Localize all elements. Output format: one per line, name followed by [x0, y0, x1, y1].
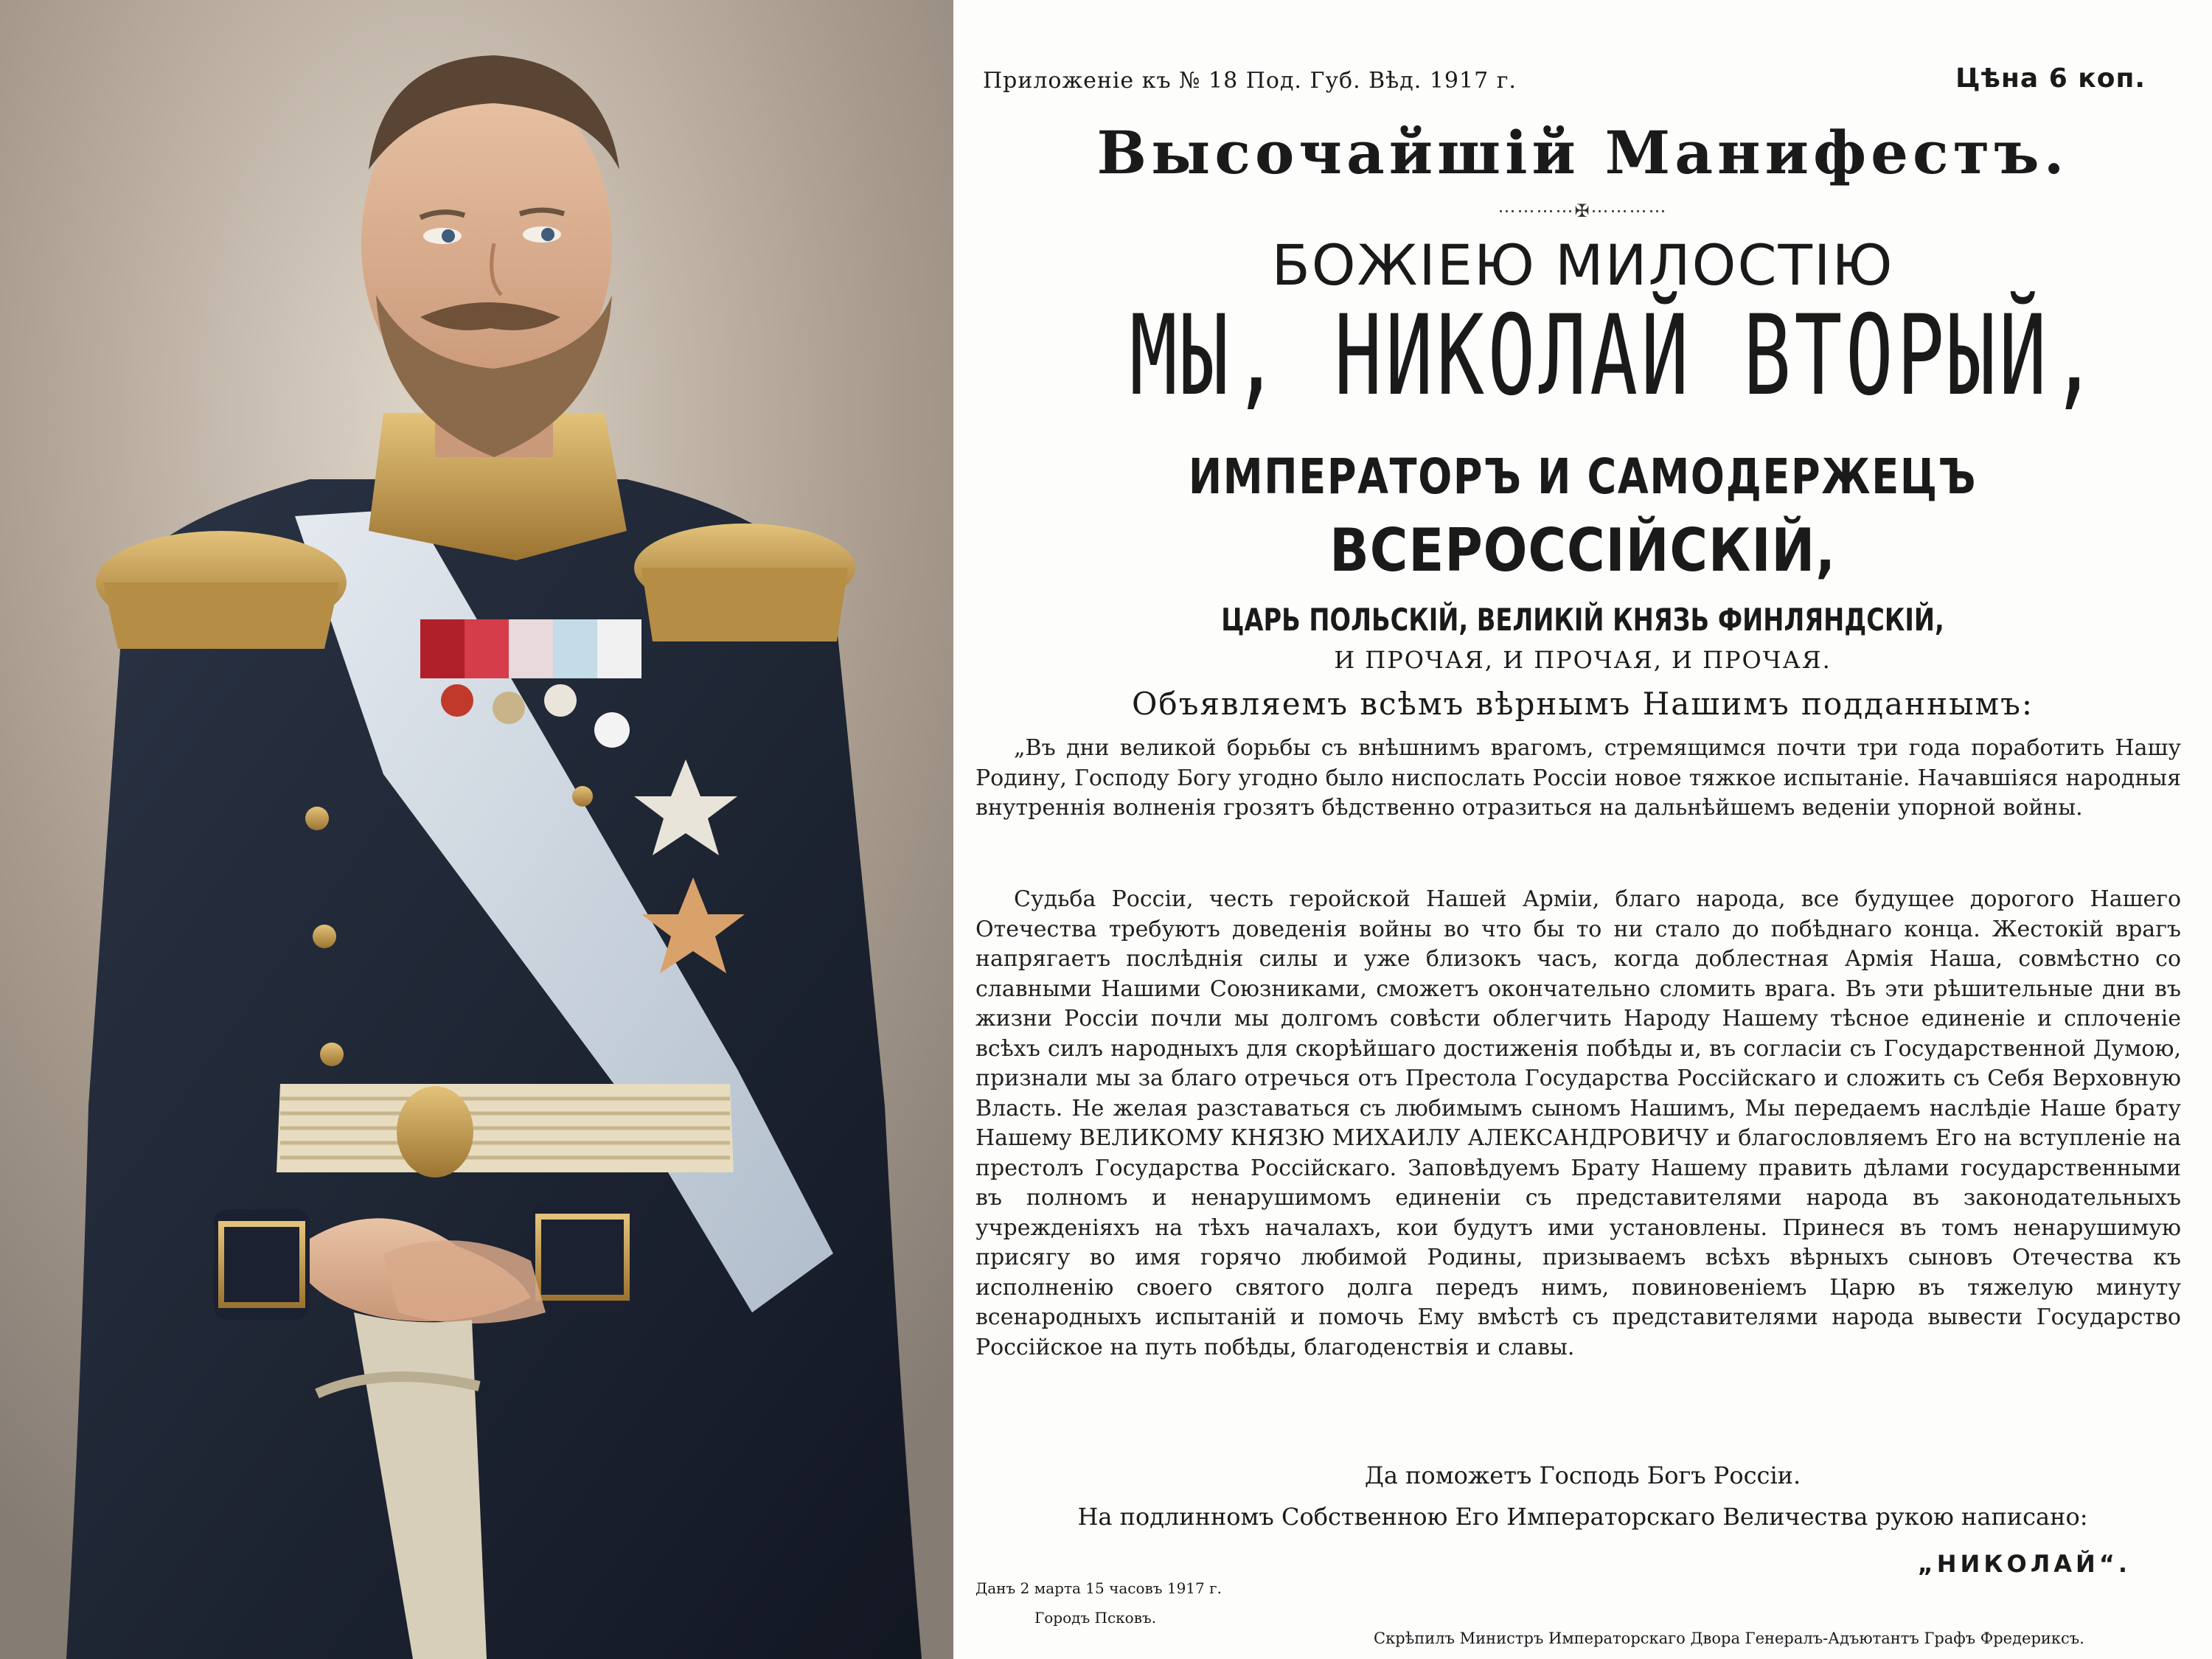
- manifesto-document: [953, 0, 2212, 1659]
- emperor-name-heading: МЫ, НИКОЛАЙ ВТОРЫЙ,: [1129, 292, 2101, 420]
- manifesto-paragraph-1: „Въ дни великой борьбы съ внѣшнимъ врагомъ, стремящимся почти три года поработить Нашу Родину, Господу Богу угодно было ниспослать Россіи новое тяжкое испытаніе. Начавшіяся народныя внутреннія волненія грозятъ бѣдственно отразиться на дальнѣйшемъ веденіи упорной войны.: [975, 735, 2181, 821]
- portrait-illustration: [0, 0, 953, 1659]
- document-title: Высочайшій Манифестъ.: [1096, 118, 2069, 187]
- manifesto-paragraph-2: Судьба Россіи, честь геройской Нашей Арміи, благо народа, все будущее дорогого Нашего Отечества требуютъ доведенія войны во что бы то ни стало до побѣднаго конца. Жестокій врагъ напрягаетъ послѣднія силы и уже близокъ часъ, когда доблестная Армія Наша, совмѣстно со славными Нашими Союзниками, сможетъ окончательно сломить врага. Въ эти рѣшительные дни въ жизни Россіи почли мы долгомъ совѣсти облегчить Народу Нашему тѣсное единеніе и сплоченіе всѣхъ силъ народныхъ для скорѣйшаго достиженія побѣды и, въ согласіи съ Государственной Думою, признали мы за благо отречься отъ Престола Государства Россійскаго и сложить съ Себя Верховную Власть. Не желая разставаться съ любимымъ сыномъ Нашимъ, Мы передаемъ наслѣдіе Наше брату Нашему ВЕЛИКОМУ КНЯЗЮ МИХАИЛУ АЛЕКСАНДРОВИЧУ и благословляемъ Его на вступленіе на престолъ Государства Россійскаго. Заповѣдуемъ Брату Нашему править дѣлами государственными въ полномъ и ненарушимомъ единеніи съ представителями народа въ законодательныхъ учрежденіяхъ на тѣхъ началахъ, кои будутъ ими установлены. Принеся въ томъ ненарушимую присягу во имя горячо любимой Родины, призываемъ всѣхъ вѣрныхъ сыновъ Отечества къ исполненію своего святого долга передъ нимъ, повиновеніемъ Царю въ тяжелую минуту всенародныхъ испытаній и помочь Ему вмѣстѣ съ представителями народа вывести Государство Россійское на путь побѣды, благоденствія и славы.: [975, 886, 2181, 1360]
- signature: „НИКОЛАЙ“.: [1917, 1550, 2131, 1578]
- closing-blessing: Да поможетъ Господь Богъ Россіи.: [1364, 1461, 1801, 1489]
- emperor-title-heading: ИМПЕРАТОРЪ И САМОДЕРЖЕЦЪ: [1188, 448, 1978, 505]
- publication-note: Приложеніе къ № 18 Под. Губ. Вѣд. 1917 г.: [983, 68, 1517, 94]
- announcement-line: Объявляемъ всѣмъ вѣрнымъ Нашимъ подданнымъ:: [1131, 686, 2034, 722]
- all-russian-heading: ВСЕРОССІЙСКІЙ,: [1329, 516, 1836, 585]
- closing-attestation: На подлинномъ Собственною Его Императорскаго Величества рукою написано:: [1077, 1503, 2088, 1531]
- footer-countersignature: Скрѣпилъ Министръ Императорскаго Двора Генералъ-Адъютантъ Графъ Фредериксъ.: [1374, 1630, 2084, 1647]
- etcetera-line: И ПРОЧАЯ, И ПРОЧАЯ, И ПРОЧАЯ.: [1334, 646, 1832, 674]
- by-grace-heading: БОЖІЕЮ МИЛОСТІЮ: [1271, 232, 1894, 298]
- footer-date: Данъ 2 марта 15 часовъ 1917 г.: [975, 1579, 1222, 1597]
- tsar-titles-heading: ЦАРЬ ПОЛЬСКІЙ, ВЕЛИКІЙ КНЯЗЬ ФИНЛЯНДСКІЙ,: [1221, 602, 1944, 638]
- portrait-photo: [0, 0, 953, 1659]
- price-label: Цѣна 6 коп.: [1955, 63, 2146, 94]
- footer-city: Городъ Псковъ.: [1034, 1609, 1157, 1627]
- ornament-divider: ⋯⋯⋯⋯✠⋯⋯⋯⋯: [1498, 201, 1668, 221]
